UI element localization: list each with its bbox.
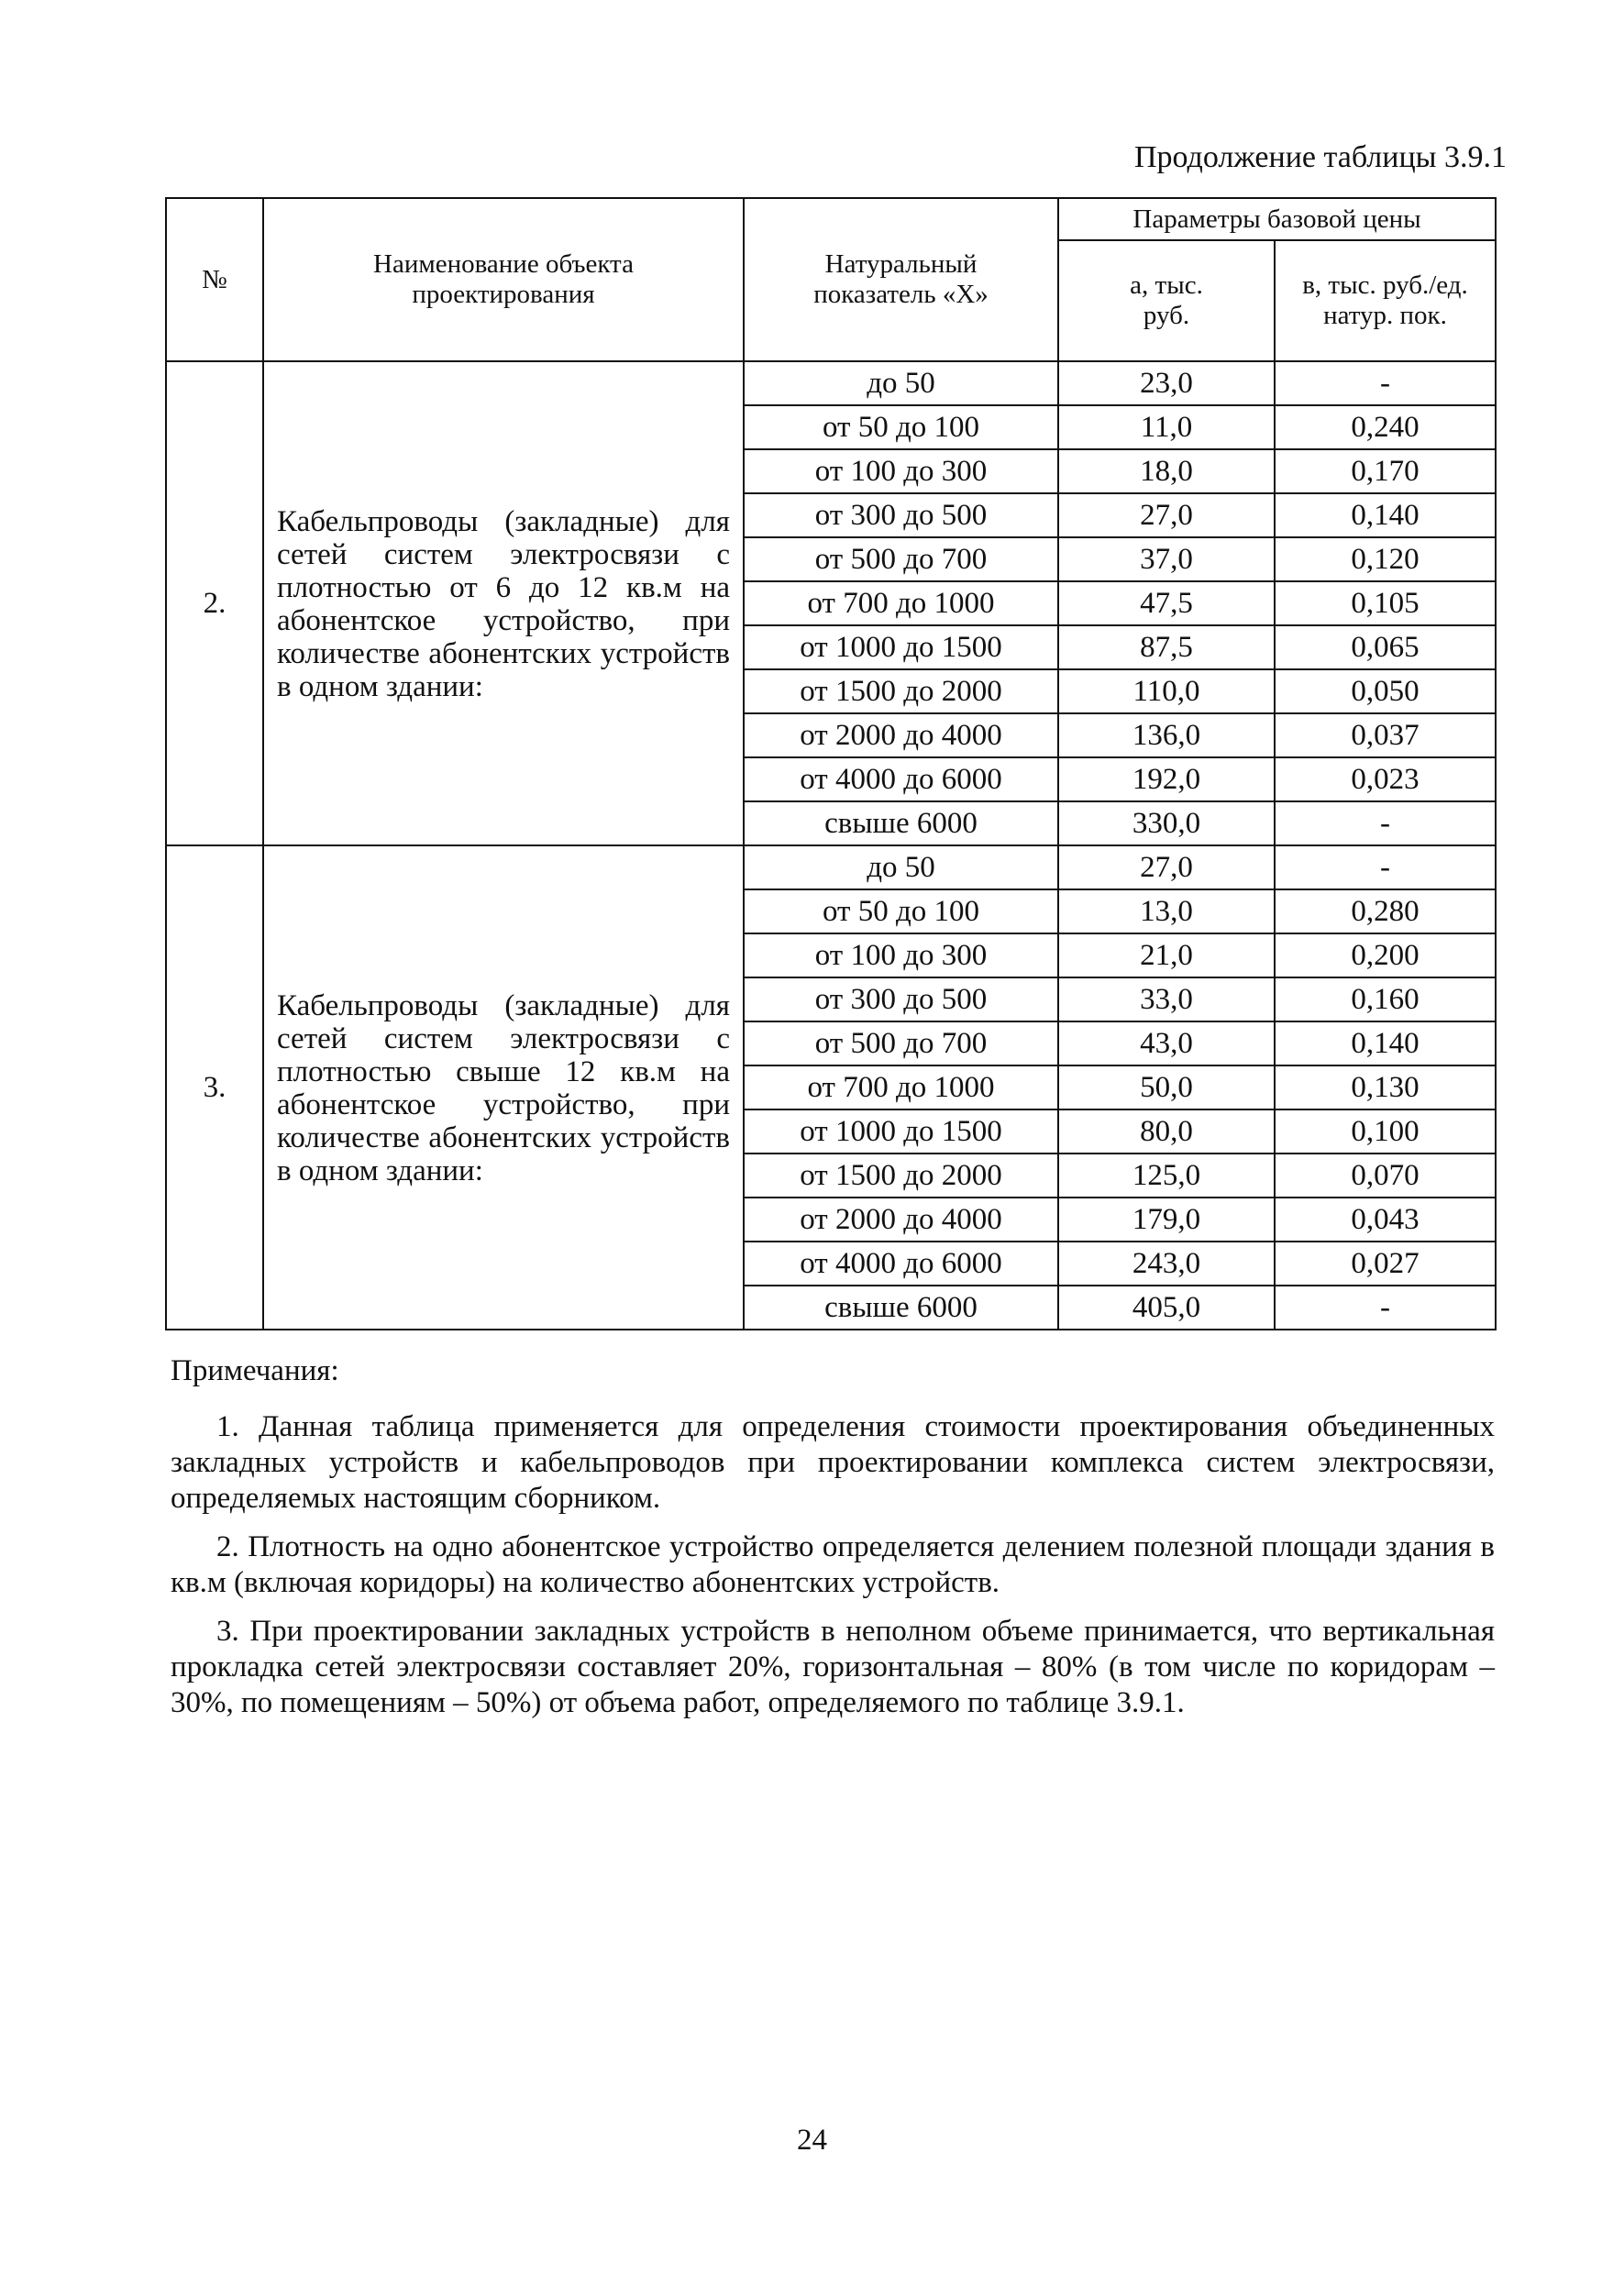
param-b-cell: 0,160 [1275, 977, 1496, 1021]
param-a-cell: 27,0 [1058, 493, 1275, 537]
param-a-cell: 11,0 [1058, 405, 1275, 449]
param-b-cell: - [1275, 361, 1496, 405]
param-a-cell: 179,0 [1058, 1198, 1275, 1242]
indicator-range-cell: от 50 до 100 [744, 889, 1058, 933]
param-a-cell: 18,0 [1058, 449, 1275, 493]
indicator-range-cell: от 1000 до 1500 [744, 1109, 1058, 1154]
param-b-cell: - [1275, 845, 1496, 889]
base-price-table [165, 197, 1497, 1330]
param-b-cell: 0,170 [1275, 449, 1496, 493]
row-number-cell: 3. [166, 845, 263, 1330]
param-a-cell: 192,0 [1058, 757, 1275, 801]
param-b-cell: 0,050 [1275, 669, 1496, 713]
indicator-range-cell: от 700 до 1000 [744, 1065, 1058, 1109]
table-row [166, 361, 1496, 405]
indicator-range-cell: свыше 6000 [744, 1286, 1058, 1330]
page-number: 24 [797, 2124, 827, 2157]
param-b-cell: - [1275, 1286, 1496, 1330]
param-a-cell: 21,0 [1058, 933, 1275, 977]
row-number-cell: 2. [166, 361, 263, 845]
param-b-cell: 0,200 [1275, 933, 1496, 977]
header-base-price-params: Параметры базовой цены [1058, 198, 1496, 240]
indicator-range-cell: до 50 [744, 845, 1058, 889]
param-a-cell: 136,0 [1058, 713, 1275, 757]
table-body [166, 361, 1496, 1330]
param-a-cell: 23,0 [1058, 361, 1275, 405]
param-b-cell: 0,280 [1275, 889, 1496, 933]
param-b-cell: - [1275, 801, 1496, 845]
indicator-range-cell: от 1500 до 2000 [744, 1154, 1058, 1198]
indicator-range-cell: до 50 [744, 361, 1058, 405]
object-name-text: Кабельпроводы (закладные) для сетей систем электросвязи с плотностью свыше 12 кв.м на абонентское устройство, при количестве абонентских устройств в одном здании: [277, 989, 730, 1187]
header-natural-indicator: Натуральный показатель «Х» [744, 198, 1058, 361]
indicator-range-cell: от 300 до 500 [744, 977, 1058, 1021]
param-a-cell: 405,0 [1058, 1286, 1275, 1330]
param-b-cell: 0,100 [1275, 1109, 1496, 1154]
param-b-cell: 0,065 [1275, 625, 1496, 669]
param-b-cell: 0,037 [1275, 713, 1496, 757]
param-a-cell: 330,0 [1058, 801, 1275, 845]
param-a-cell: 47,5 [1058, 581, 1275, 625]
param-a-cell: 43,0 [1058, 1021, 1275, 1065]
param-a-cell: 87,5 [1058, 625, 1275, 669]
table-continuation-caption: Продолжение таблицы 3.9.1 [1133, 140, 1507, 174]
param-a-cell: 125,0 [1058, 1154, 1275, 1198]
indicator-range-cell: от 1500 до 2000 [744, 669, 1058, 713]
param-b-cell: 0,027 [1275, 1242, 1496, 1286]
param-a-cell: 33,0 [1058, 977, 1275, 1021]
param-a-cell: 110,0 [1058, 669, 1275, 713]
param-a-cell: 27,0 [1058, 845, 1275, 889]
param-b-cell: 0,240 [1275, 405, 1496, 449]
indicator-range-cell: от 4000 до 6000 [744, 757, 1058, 801]
param-b-cell: 0,043 [1275, 1198, 1496, 1242]
indicator-range-cell: от 1000 до 1500 [744, 625, 1058, 669]
indicator-range-cell: от 2000 до 4000 [744, 1198, 1058, 1242]
param-a-cell: 80,0 [1058, 1109, 1275, 1154]
param-b-cell: 0,105 [1275, 581, 1496, 625]
param-b-cell: 0,070 [1275, 1154, 1496, 1198]
indicator-range-cell: свыше 6000 [744, 801, 1058, 845]
param-a-cell: 50,0 [1058, 1065, 1275, 1109]
param-b-cell: 0,130 [1275, 1065, 1496, 1109]
indicator-range-cell: от 4000 до 6000 [744, 1242, 1058, 1286]
indicator-range-cell: от 500 до 700 [744, 1021, 1058, 1065]
note-item: 1. Данная таблица применяется для определения стоимости проектирования объединенных закладных устройств и кабельпроводов при проектировании комплекса систем электросвязи, определяемых настоящим сборником. [171, 1410, 1495, 1515]
header-param-a: а, тыс. руб. [1058, 240, 1275, 361]
param-b-cell: 0,120 [1275, 537, 1496, 581]
object-name-text: Кабельпроводы (закладные) для сетей систем электросвязи с плотностью от 6 до 12 кв.м на абонентское устройство, при количестве абонентских устройств в одном здании: [277, 505, 730, 703]
param-a-cell: 243,0 [1058, 1242, 1275, 1286]
table-row [166, 845, 1496, 889]
param-b-cell: 0,140 [1275, 1021, 1496, 1065]
notes-section [171, 1353, 1495, 1734]
indicator-range-cell: от 2000 до 4000 [744, 713, 1058, 757]
indicator-range-cell: от 100 до 300 [744, 933, 1058, 977]
header-number: № [166, 198, 263, 361]
indicator-range-cell: от 100 до 300 [744, 449, 1058, 493]
header-param-b: в, тыс. руб./ед. натур. пок. [1275, 240, 1496, 361]
param-b-cell: 0,023 [1275, 757, 1496, 801]
indicator-range-cell: от 500 до 700 [744, 537, 1058, 581]
indicator-range-cell: от 700 до 1000 [744, 581, 1058, 625]
param-a-cell: 13,0 [1058, 889, 1275, 933]
notes-title: Примечания: [171, 1354, 339, 1387]
param-b-cell: 0,140 [1275, 493, 1496, 537]
header-object-name: Наименование объекта проектирования [263, 198, 744, 361]
indicator-range-cell: от 50 до 100 [744, 405, 1058, 449]
object-name-cell [263, 361, 744, 845]
object-name-cell [263, 845, 744, 1330]
indicator-range-cell: от 300 до 500 [744, 493, 1058, 537]
param-a-cell: 37,0 [1058, 537, 1275, 581]
note-item: 3. При проектировании закладных устройств в неполном объеме принимается, что вертикальная прокладка сетей электросвязи составляет 20%, горизонтальная – 80% (в том числе по коридорам – 30%, по помещениям – 50%) от объема работ, определяемого по таблице 3.9.1. [171, 1615, 1495, 1719]
note-item: 2. Плотность на одно абонентское устройство определяется делением полезной площади здания в кв.м (включая коридоры) на количество абонентских устройств. [171, 1530, 1495, 1599]
